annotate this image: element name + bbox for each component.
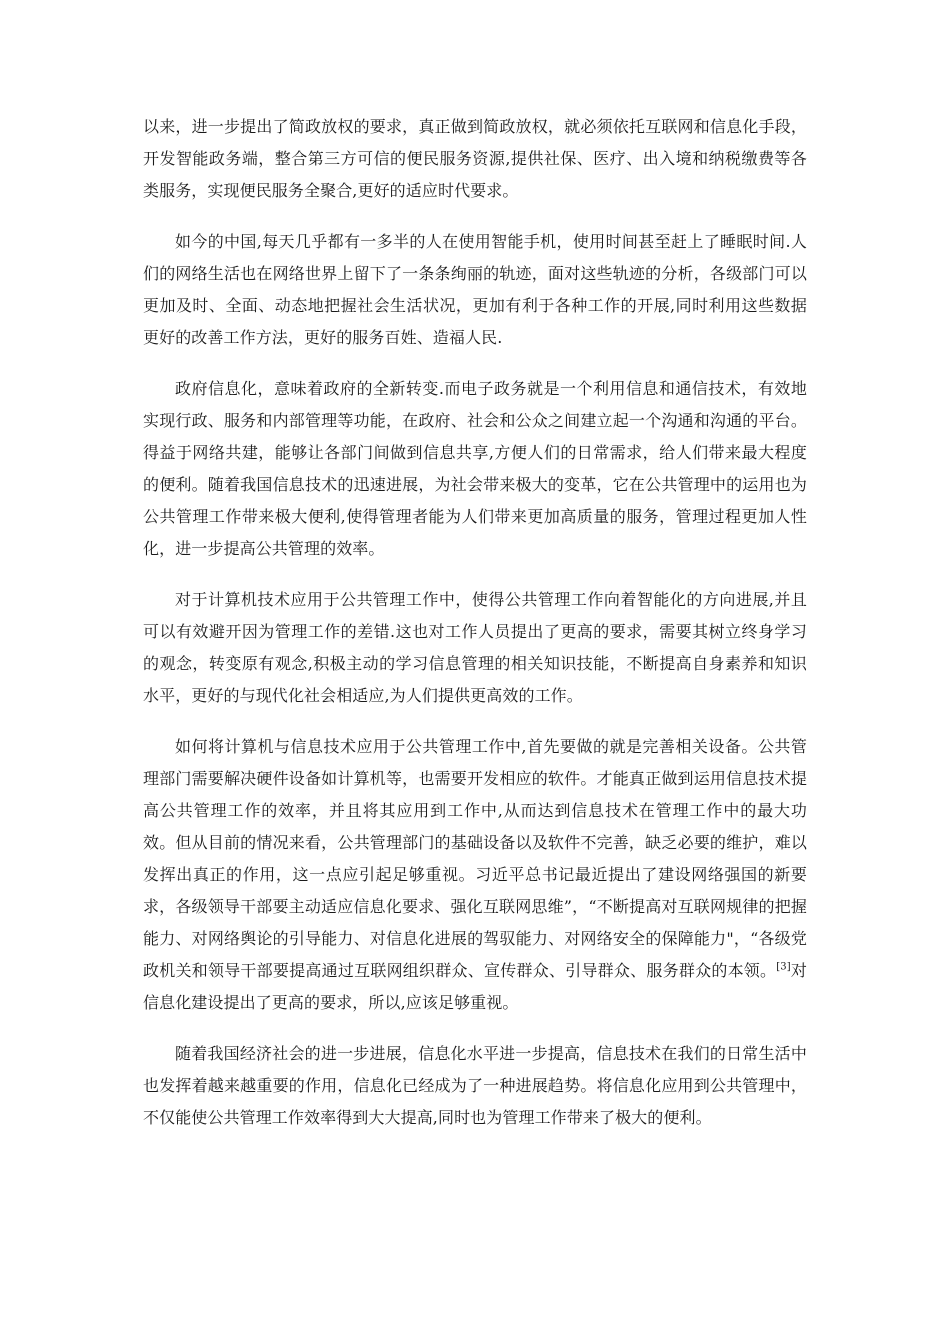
paragraph-2: 如今的中国,每天几乎都有一多半的人在使用智能手机，使用时间甚至赶上了睡眠时间.人们的网络生活也在网络世界上留下了一条条绚丽的轨迹，面对这些轨迹的分析，各级部门可以更加及时、全面、动态地把握社会生活状况，更加有利于各种工作的开展,同时利用这些数据更好的改善工作方法，更好的服务百姓、造福人民. xyxy=(143,232,807,347)
paragraph-5 xyxy=(143,731,807,1019)
paragraph-4: 对于计算机技术应用于公共管理工作中，使得公共管理工作向着智能化的方向进展,并且可以有效避开因为管理工作的差错.这也对工作人员提出了更高的要求，需要其树立终身学习的观念，转变原有观念,积极主动的学习信息管理的相关知识技能，不断提高自身素养和知识水平，更好的与现代化社会相适应,为人们提供更高效的工作。 xyxy=(143,590,807,705)
citation-marker: [3] xyxy=(776,961,791,973)
paragraph-1: 以来，进一步提出了简政放权的要求，真正做到简政放权，就必须依托互联网和信息化手段，开发智能政务端，整合第三方可信的便民服务资源,提供社保、医疗、出入境和纳税缴费等各类服务，实现便民服务全聚合,更好的适应时代要求。 xyxy=(143,117,807,200)
paragraph-5-text: 如何将计算机与信息技术应用于公共管理工作中,首先要做的就是完善相关设备。公共管理部门需要解决硬件设备如计算机等，也需要开发相应的软件。才能真正做到运用信息技术提高公共管理工作的效率，并且将其应用到工作中,从而达到信息技术在管理工作中的最大功效。但从目前的情况来看，公共管理部门的基础设备以及软件不完善，缺乏必要的维护，难以发挥出真正的作用，这一点应引起足够重视。习近平总书记最近提出了建设网络强国的新要求，各级领导干部要主动适应信息化要求、强化互联网思维”，“不断提高对互联网规律的把握能力、对网络舆论的引导能力、对信息化进展的驾驭能力、对网络安全的保障能力"，“各级党政机关和领导干部要提高通过互联网组织群众、宣传群众、引导群众、服务群众的本领。 xyxy=(143,737,807,980)
paragraph-6: 随着我国经济社会的进一步进展，信息化水平进一步提高，信息技术在我们的日常生活中也发挥着越来越重要的作用，信息化已经成为了一种进展趋势。将信息化应用到公共管理中，不仅能使公共管理工作效率得到大大提高,同时也为管理工作带来了极大的便利。 xyxy=(143,1044,807,1127)
document-body xyxy=(143,111,807,1153)
paragraph-3: 政府信息化，意味着政府的全新转变.而电子政务就是一个利用信息和通信技术，有效地实现行政、服务和内部管理等功能，在政府、社会和公众之间建立起一个沟通和沟通的平台。得益于网络共建，能够让各部门间做到信息共享,方便人们的日常需求，给人们带来最大程度的便利。随着我国信息技术的迅速进展，为社会带来极大的变革，它在公共管理中的运用也为公共管理工作带来极大便利,使得管理者能为人们带来更加高质量的服务，管理过程更加人性化，进一步提高公共管理的效率。 xyxy=(143,379,807,558)
paragraph-5-tail: 对信息化建设提出了更高的要求，所以,应该足够重视。 xyxy=(143,961,807,1012)
